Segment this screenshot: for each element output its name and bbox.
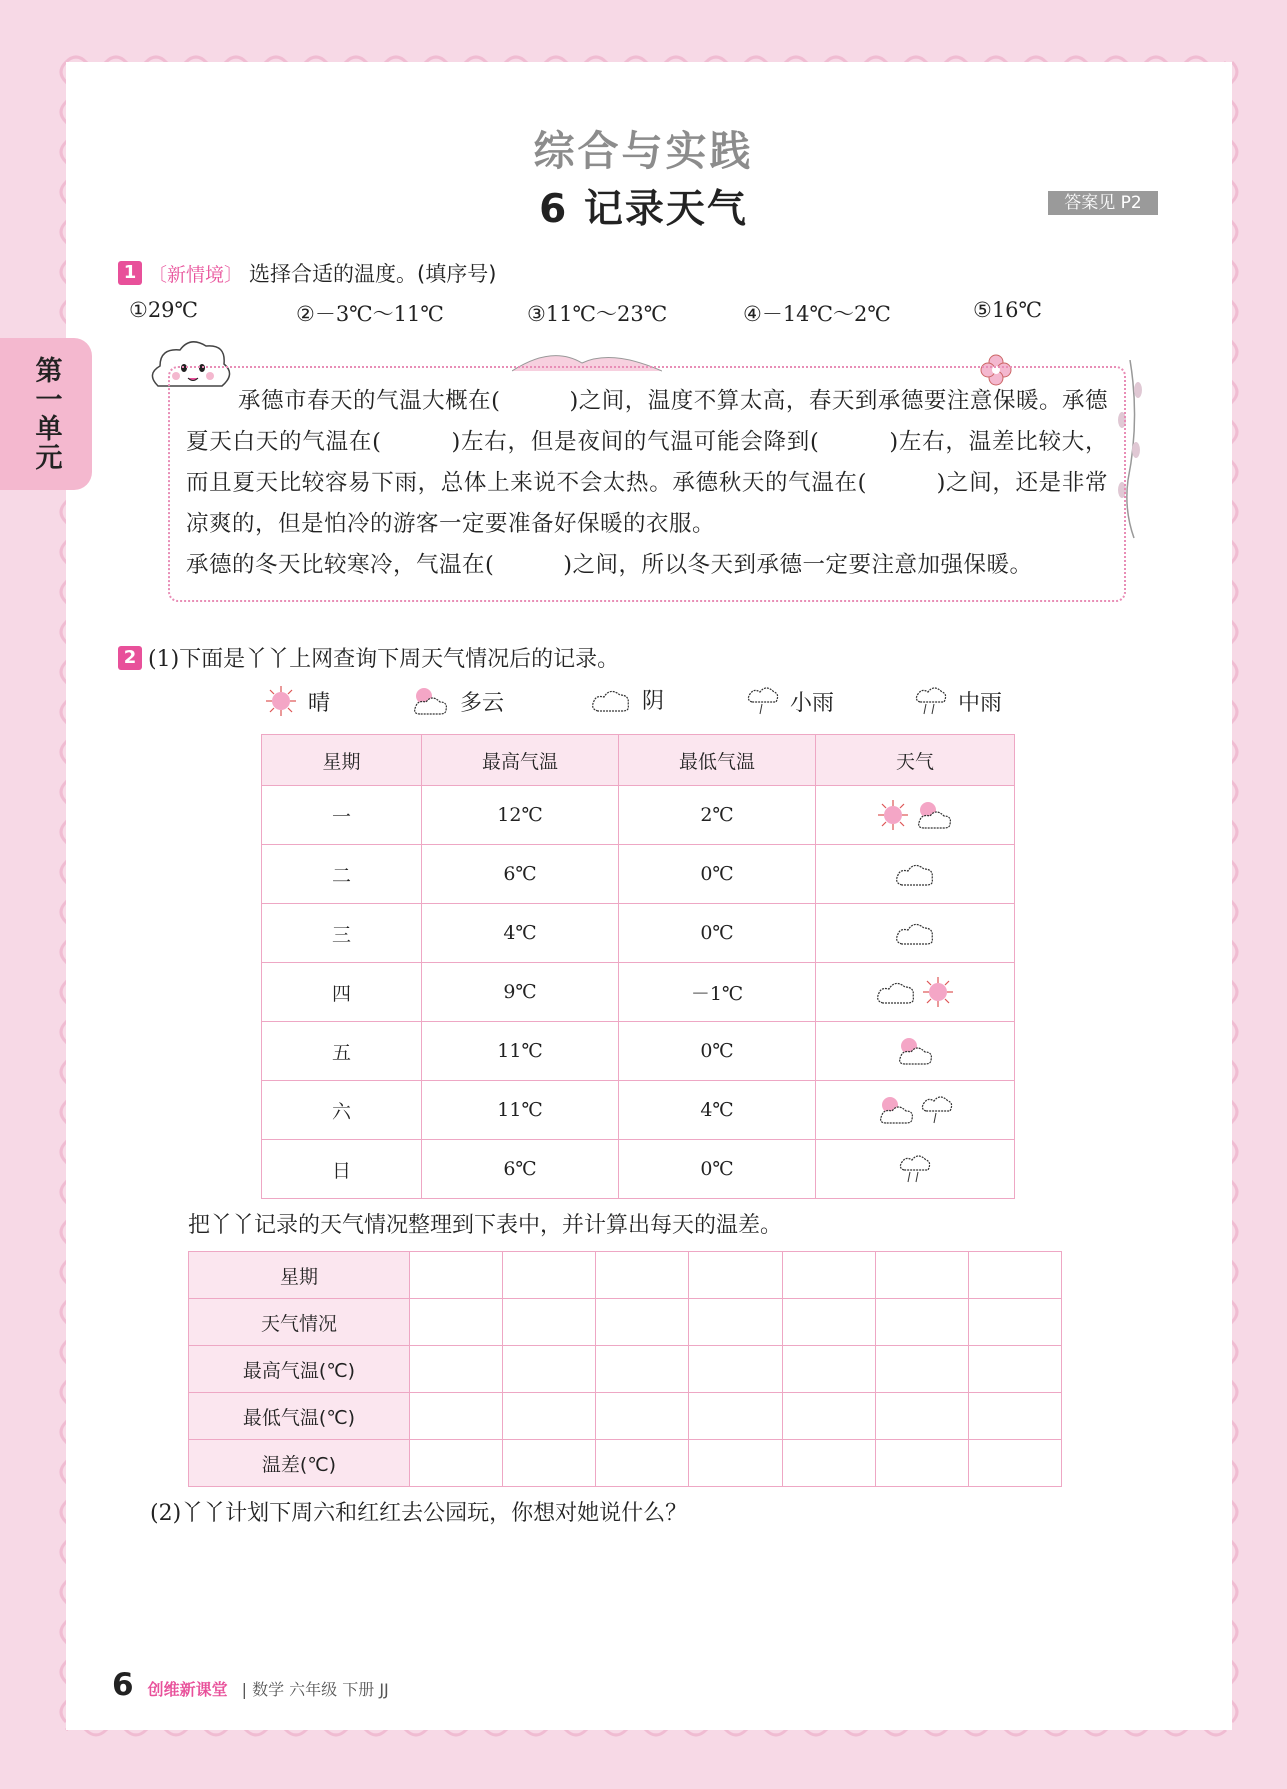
- weather-day-cell: 四: [262, 963, 422, 1022]
- weather-record-table: [261, 734, 1015, 1199]
- page-footer: [112, 1667, 389, 1703]
- weather-day-cell: 日: [262, 1140, 422, 1199]
- blank-summary-table: [188, 1251, 1062, 1487]
- blank-answer-cell[interactable]: [875, 1299, 968, 1346]
- legend-moderate-rain: [914, 684, 1002, 718]
- instruction-text: 把丫丫记录的天气情况整理到下表中，并计算出每天的温差。: [188, 1213, 783, 1238]
- blank-answer-cell[interactable]: [689, 1299, 782, 1346]
- weather-row: [262, 963, 1015, 1022]
- blank-row-label: 最低气温(℃): [189, 1393, 410, 1440]
- weather-high-cell: 6℃: [422, 845, 619, 904]
- legend-sun: [264, 684, 330, 718]
- weather-table-header-row: [262, 735, 1015, 786]
- moderate-rain-icon: [898, 1157, 932, 1179]
- weather-row: [262, 904, 1015, 963]
- weather-day-cell: 六: [262, 1081, 422, 1140]
- passage-text: [186, 381, 1108, 586]
- cloud-icon: [875, 980, 917, 1002]
- sun-icon: [876, 803, 910, 825]
- footer-brand: 创维新课堂: [147, 1680, 228, 1699]
- blank-answer-cell[interactable]: [782, 1440, 875, 1487]
- blank-answer-cell[interactable]: [968, 1393, 1061, 1440]
- question-2-header: [118, 642, 619, 673]
- light-rain-icon: [920, 1098, 954, 1120]
- unit-tab: [0, 338, 92, 490]
- weather-day-cell: 二: [262, 845, 422, 904]
- blank-row-label: 最高气温(℃): [189, 1346, 410, 1393]
- blank-table-row: [189, 1299, 1062, 1346]
- weather-row: [262, 1022, 1015, 1081]
- blank-answer-cell[interactable]: [689, 1346, 782, 1393]
- header-weather: 天气: [816, 735, 1015, 786]
- weather-row: [262, 1140, 1015, 1199]
- weather-icon-cell: [816, 786, 1015, 845]
- blank-answer-cell[interactable]: [689, 1252, 782, 1299]
- blank-answer-cell[interactable]: [875, 1440, 968, 1487]
- sun-icon: [264, 684, 298, 718]
- blank-answer-cell[interactable]: [596, 1393, 689, 1440]
- question-1-tag: 〔新情境〕: [148, 263, 244, 286]
- moderate-rain-icon: [914, 684, 948, 718]
- weather-day-cell: 五: [262, 1022, 422, 1081]
- option-5: ⑤16℃: [973, 298, 1043, 322]
- blank-answer-cell[interactable]: [503, 1440, 596, 1487]
- blank-row-label: 天气情况: [189, 1299, 410, 1346]
- blank-table-row: [189, 1440, 1062, 1487]
- blank-answer-cell[interactable]: [968, 1299, 1061, 1346]
- weather-row: [262, 1081, 1015, 1140]
- legend-cloud-label: 阴: [642, 689, 665, 714]
- unit-tab-label: 第一单元: [30, 356, 62, 472]
- weather-low-cell: 2℃: [619, 786, 816, 845]
- weather-low-cell: －1℃: [619, 963, 816, 1022]
- blank-row-label: 温差(℃): [189, 1440, 410, 1487]
- partly-cloudy-icon: [895, 1039, 935, 1061]
- cloud-icon: [590, 685, 632, 715]
- header-high: 最高气温: [422, 735, 619, 786]
- weather-low-cell: 0℃: [619, 1140, 816, 1199]
- weather-high-cell: 4℃: [422, 904, 619, 963]
- section-title: 综合与实践: [533, 127, 754, 175]
- blank-answer-cell[interactable]: [503, 1346, 596, 1393]
- cloud-icon: [894, 921, 936, 943]
- page-number: 6: [112, 1667, 134, 1703]
- legend-cloud: [590, 684, 664, 715]
- weather-day-cell: 三: [262, 904, 422, 963]
- weather-row: [262, 845, 1015, 904]
- blank-answer-cell[interactable]: [968, 1252, 1061, 1299]
- legend-partly-cloudy-label: 多云: [460, 690, 505, 716]
- blank-answer-cell[interactable]: [875, 1252, 968, 1299]
- legend-sun-label: 晴: [308, 690, 331, 716]
- question-1-header: [118, 258, 496, 288]
- blank-answer-cell[interactable]: [689, 1393, 782, 1440]
- blank-answer-cell[interactable]: [503, 1393, 596, 1440]
- question-2-number: 2: [118, 646, 142, 670]
- option-1: ①29℃: [129, 298, 199, 322]
- weather-icon-cell: [816, 904, 1015, 963]
- blank-answer-cell[interactable]: [410, 1252, 503, 1299]
- blank-row-label: 星期: [189, 1252, 410, 1299]
- blank-table-row: [189, 1346, 1062, 1393]
- weather-icon-cell: [816, 963, 1015, 1022]
- blank-answer-cell[interactable]: [596, 1440, 689, 1487]
- blank-answer-cell[interactable]: [596, 1346, 689, 1393]
- partly-cloudy-icon: [410, 684, 450, 718]
- header-day: 星期: [262, 735, 422, 786]
- blank-answer-cell[interactable]: [875, 1346, 968, 1393]
- legend-light-rain-label: 小雨: [790, 690, 835, 716]
- blank-answer-cell[interactable]: [782, 1252, 875, 1299]
- blank-answer-cell[interactable]: [410, 1440, 503, 1487]
- blank-answer-cell[interactable]: [596, 1252, 689, 1299]
- weather-table-body: [262, 786, 1015, 1199]
- sun-icon: [921, 980, 955, 1002]
- blank-table-body: [189, 1252, 1062, 1487]
- question-1-prompt: 选择合适的温度。(填序号): [249, 262, 497, 286]
- answer-reference-badge: 答案见 P2: [1048, 191, 1158, 215]
- legend-moderate-rain-label: 中雨: [958, 690, 1003, 716]
- blank-answer-cell[interactable]: [410, 1393, 503, 1440]
- weather-icon-cell: [816, 1081, 1015, 1140]
- question-1-number: 1: [118, 261, 142, 285]
- header-low: 最低气温: [619, 735, 816, 786]
- partly-cloudy-icon: [914, 803, 954, 825]
- legend-light-rain: [746, 684, 834, 718]
- blank-answer-cell[interactable]: [596, 1299, 689, 1346]
- weather-low-cell: 0℃: [619, 845, 816, 904]
- weather-low-cell: 0℃: [619, 904, 816, 963]
- blank-answer-cell[interactable]: [782, 1299, 875, 1346]
- blank-answer-cell[interactable]: [410, 1346, 503, 1393]
- blank-answer-cell[interactable]: [968, 1440, 1061, 1487]
- cloud-icon: [894, 862, 936, 884]
- option-2: ②－3℃～11℃: [296, 302, 444, 326]
- blank-table-row: [189, 1393, 1062, 1440]
- weather-day-cell: 一: [262, 786, 422, 845]
- blank-answer-cell[interactable]: [503, 1299, 596, 1346]
- weather-icon-cell: [816, 1022, 1015, 1081]
- weather-high-cell: 11℃: [422, 1022, 619, 1081]
- legend-partly-cloudy: [410, 684, 504, 718]
- lesson-title: 6 记录天气: [539, 187, 748, 232]
- blank-answer-cell[interactable]: [782, 1393, 875, 1440]
- passage-paragraph-2: 承德的冬天比较寒冷，气温在( )之间，所以冬天到承德一定要注意加强保暖。: [186, 552, 1033, 578]
- light-rain-icon: [746, 684, 780, 718]
- blank-answer-cell[interactable]: [782, 1346, 875, 1393]
- blank-answer-cell[interactable]: [875, 1393, 968, 1440]
- blank-answer-cell[interactable]: [968, 1346, 1061, 1393]
- weather-row: [262, 786, 1015, 845]
- passage-paragraph-1: 承德市春天的气温大概在( )之间，温度不算太高，春天到承德要注意保暖。承德夏天白天的气温在( )左右，但是夜间的气温可能会降到( )左右，温差比较大，而且夏天比较容易下雨，总体上来说不会太热。承德秋天的气温在( )之间，还是非常凉爽的，但是怕冷的游客一定要准备好保暖的衣服。: [186, 388, 1108, 537]
- blank-table-row: [189, 1252, 1062, 1299]
- weather-high-cell: 11℃: [422, 1081, 619, 1140]
- partly-cloudy-icon: [876, 1098, 916, 1120]
- option-4: ④－14℃～2℃: [743, 302, 891, 326]
- weather-high-cell: 9℃: [422, 963, 619, 1022]
- weather-low-cell: 4℃: [619, 1081, 816, 1140]
- blank-answer-cell[interactable]: [503, 1252, 596, 1299]
- weather-icon-cell: [816, 845, 1015, 904]
- blank-answer-cell[interactable]: [689, 1440, 782, 1487]
- option-3: ③11℃～23℃: [527, 302, 668, 326]
- question-2-part2-prompt: (2)丫丫计划下周六和红红去公园玩，你想对她说什么？: [150, 1501, 688, 1526]
- weather-icon-cell: [816, 1140, 1015, 1199]
- weather-low-cell: 0℃: [619, 1022, 816, 1081]
- question-2-part1-prompt: (1)下面是丫丫上网查询下周天气情况后的记录。: [148, 647, 620, 672]
- blank-answer-cell[interactable]: [410, 1299, 503, 1346]
- weather-high-cell: 12℃: [422, 786, 619, 845]
- footer-info: | 数学 六年级 下册 JJ: [241, 1680, 389, 1699]
- weather-high-cell: 6℃: [422, 1140, 619, 1199]
